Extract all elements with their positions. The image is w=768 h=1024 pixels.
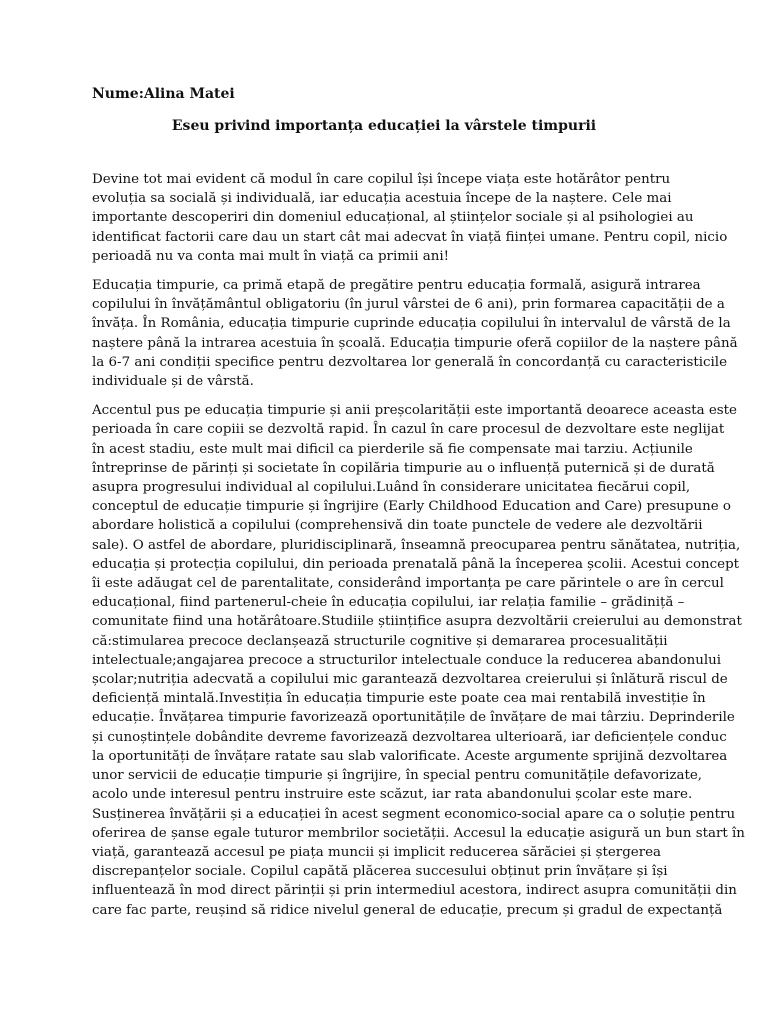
paragraph-line: educația și protecția copilului, din perioada prenatală până la începerea școlii. Acestui concept xyxy=(92,556,740,572)
paragraph-line: evoluția sa socială și individuală, iar educația acestuia începe de la naștere. Cele mai xyxy=(92,191,672,207)
paragraph-line: oferirea de șanse egale tuturor membrilor societății. Accesul la educație asigură un bun start în xyxy=(92,825,745,841)
paragraph xyxy=(92,401,745,919)
author-name: Nume:Alina Matei xyxy=(92,86,235,102)
paragraph-line: individuale și de vârstă. xyxy=(92,374,254,390)
essay-title: Eseu privind importanța educației la vârstele timpurii xyxy=(171,118,597,134)
paragraph-line: acolo unde interesul pentru instruire este scăzut, iar rata abandonului școlar este mare. xyxy=(92,787,693,803)
paragraph-line: discrepanțelor sociale. Copilul capătă plăcerea succesului obținut prin învățare și își xyxy=(92,864,668,880)
paragraph-line: întreprinse de părinți și societate în copilăria timpurie au o influență puternică și de durată xyxy=(92,460,715,476)
paragraph-line: importante descoperiri din domeniul educațional, al științelor sociale și al psihologiei au xyxy=(92,210,694,226)
paragraph-line: Educația timpurie, ca primă etapă de pregătire pentru educația formală, asigură intrarea xyxy=(92,278,701,294)
paragraph xyxy=(92,276,738,391)
paragraph-line: și cunoștințele dobândite devreme favorizează dezvoltarea ulterioară, iar deficiențele conduc xyxy=(92,729,727,745)
paragraph-line: intelectuale;angajarea precoce a structurilor intelectuale conduce la reducerea abandonului xyxy=(92,652,722,668)
paragraph-line: viață, garantează accesul pe piața muncii și implicit reducerea sărăciei și ștergerea xyxy=(92,844,662,860)
paragraph-line: Accentul pus pe educația timpurie și anii preșcolarității este importantă deoarece aceasta este xyxy=(92,403,737,419)
paragraph-line: învăța. În România, educația timpurie cuprinde educația copilului în intervalul de vârstă de la xyxy=(92,316,731,332)
paragraph-line: educație. Învățarea timpurie favorizează oportunitățile de învățare de mai târziu. Deprinderile xyxy=(92,710,735,726)
paragraph-line: unor servicii de educație timpurie și îngrijire, în special pentru comunitățile defavorizate, xyxy=(92,768,703,784)
paragraph-line: abordare holistică a copilului (comprehensivă din toate punctele de vedere ale dezvoltării xyxy=(92,518,703,534)
paragraph-line: că:stimularea precoce declanșează structurile cognitive și demararea procesualității xyxy=(92,633,668,649)
paragraph-line: sale). O astfel de abordare, pluridisciplinară, înseamnă preocuparea pentru sănătatea, nutriția, xyxy=(92,537,741,553)
paragraph-line: în acest stadiu, este mult mai dificil ca pierderile să fie compensate mai tarziu. Acțiunile xyxy=(92,441,693,457)
paragraph-line: Devine tot mai evident că modul în care copilul își începe viața este hotărâtor pentru xyxy=(92,172,671,187)
paragraph-line: educațional, fiind partenerul-cheie în educația copilului, iar relația familie – grădiniță – xyxy=(92,595,685,611)
paragraph-line: identificat factorii care dau un start cât mai adecvat în viață ființei umane. Pentru copil, nicio xyxy=(92,229,728,245)
paragraph-line: deficiență mintală.Investiția în educația timpurie este poate cea mai rentabilă investiție în xyxy=(92,691,706,707)
essay-body xyxy=(92,170,745,930)
paragraph-line: la 6-7 ani condiții specifice pentru dezvoltarea lor generală în concordanță cu caracteristicile xyxy=(92,354,727,370)
paragraph-line: asupra progresului individual al copilului.Luând în considerare unicitatea fiecărui copil, xyxy=(92,480,691,496)
paragraph-line: îi este adăugat cel de parentalitate, considerând importanța pe care părintele o are în cercul xyxy=(92,576,724,592)
paragraph-line: perioada în care copiii se dezvoltă rapid. În cazul în care procesul de dezvoltare este neglijat xyxy=(92,422,725,438)
paragraph-line: naștere până la intrarea acestuia în școală. Educația timpurie oferă copiilor de la naștere până xyxy=(92,335,738,351)
paragraph-line: școlar;nutriția adecvată a copilului mic garantează dezvoltarea creierului și înlătură riscul de xyxy=(92,672,728,688)
paragraph-line: copilului în învățământul obligatoriu (în jurul vârstei de 6 ani), prin formarea capacității de a xyxy=(92,297,725,313)
paragraph xyxy=(92,170,728,266)
paragraph-line: influentează în mod direct părinții și prin intermediul acestora, indirect asupra comunității din xyxy=(92,883,737,899)
paragraph-line: care fac parte, reușind să ridice nivelul general de educație, precum și gradul de expectanță xyxy=(92,902,723,918)
paragraph-line: comunitate fiind una hotărâtoare.Studiile științifice asupra dezvoltării creierului au demonstrat xyxy=(92,614,742,630)
paragraph-line: conceptul de educație timpurie și îngrijire (Early Childhood Education and Care) presupune o xyxy=(92,499,731,515)
paragraph-line: Susținerea învățării și a educației în acest segment economico-social apare ca o soluție pentru xyxy=(92,806,736,822)
paragraph-line: perioadă nu va conta mai mult în viață ca primii ani! xyxy=(92,248,450,264)
paragraph-line: la oportunități de învățare ratate sau slab valorificate. Aceste argumente sprijină dezvoltarea xyxy=(92,748,728,764)
